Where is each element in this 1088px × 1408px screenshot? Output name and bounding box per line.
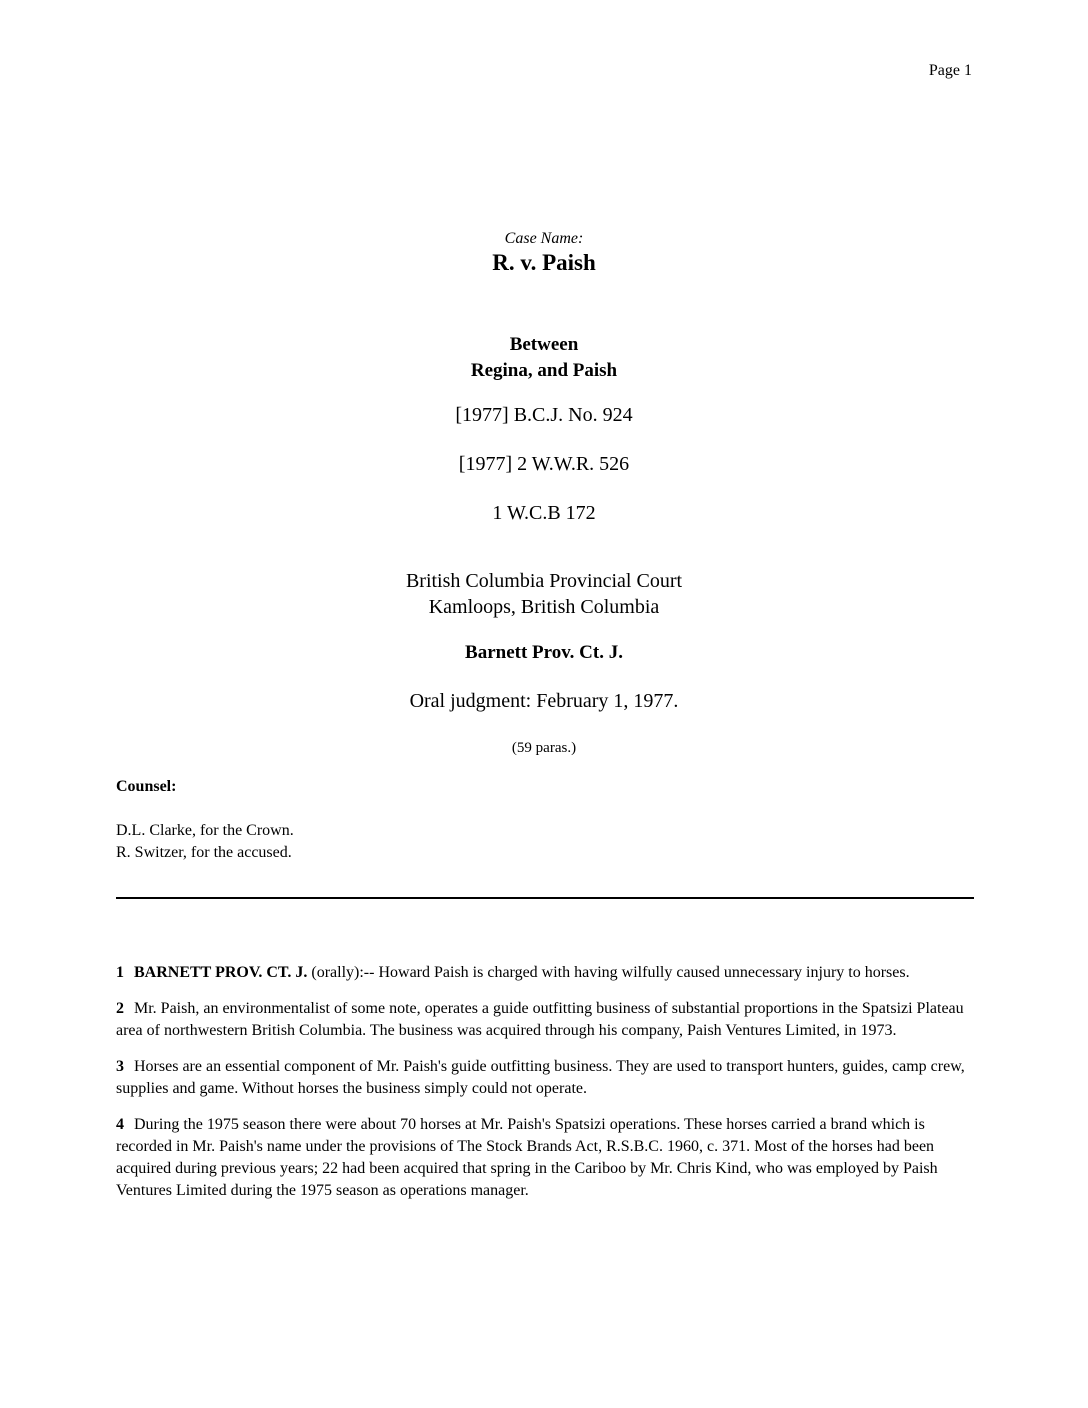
paragraph-count: (59 paras.): [511, 740, 577, 756]
paragraph: [116, 962, 974, 984]
paragraph-number: 1: [116, 964, 124, 981]
paragraph-text: Mr. Paish, an environmentalist of some note, operates a guide outfitting business of substantial proportions in the Spatsizi Plateau area of northwestern British Columbia. The business was acquired through his company, Paish Ventures Limited, in 1973.: [116, 1000, 964, 1039]
page-number: Page 1: [928, 62, 972, 79]
paragraph-text: (orally):-- Howard Paish is charged with having wilfully caused unnecessary injury to horses.: [307, 964, 910, 981]
paragraph-text: Horses are an essential component of Mr. Paish's guide outfitting business. They are used to transport hunters, guides, camp crew, supplies and game. Without horses the business simply could not operate.: [116, 1058, 965, 1097]
paragraph: [116, 1114, 974, 1202]
paragraph: [116, 998, 974, 1042]
parties-block: [0, 332, 1088, 384]
case-name-label: Case Name:: [504, 230, 584, 247]
paragraph-number: 2: [116, 1000, 124, 1017]
judge-name: Barnett Prov. Ct. J.: [465, 642, 623, 663]
paragraph-number: 4: [116, 1116, 124, 1133]
judgment-date: Oral judgment: February 1, 1977.: [409, 690, 679, 712]
counsel-list: [116, 820, 294, 864]
paragraph-lead: BARNETT PROV. CT. J.: [134, 964, 308, 981]
counsel-accused: R. Switzer, for the accused.: [116, 844, 292, 861]
court-block: [0, 568, 1088, 620]
paragraph-number: 3: [116, 1058, 124, 1075]
citation-wwr: [1977] 2 W.W.R. 526: [458, 453, 630, 475]
court-location: Kamloops, British Columbia: [428, 596, 660, 618]
judgment-body: [116, 962, 974, 1216]
paragraph: [116, 1056, 974, 1100]
citation-bcj: [1977] B.C.J. No. 924: [455, 404, 633, 426]
counsel-crown: D.L. Clarke, for the Crown.: [116, 822, 294, 839]
parties: Regina, and Paish: [470, 360, 618, 381]
citation-wcb: 1 W.C.B 172: [492, 502, 596, 524]
counsel-heading: Counsel:: [116, 778, 177, 795]
between-heading: Between: [509, 334, 579, 355]
paragraph-text: During the 1975 season there were about 70 horses at Mr. Paish's Spatsizi operations. These horses carried a brand which is recorded in Mr. Paish's name under the provisions of The Stock Brands Act, R.S.B.C. 1960, c. 371. Most of the horses had been acquired during previous years; 22 had been acquired that spring in the Cariboo by Mr. Chris Kind, who was employed by Paish Ventures Limited during the 1975 season as operations manager.: [116, 1116, 938, 1199]
case-title: R. v. Paish: [492, 250, 596, 275]
section-divider: [116, 897, 974, 899]
court-name: British Columbia Provincial Court: [405, 570, 683, 592]
